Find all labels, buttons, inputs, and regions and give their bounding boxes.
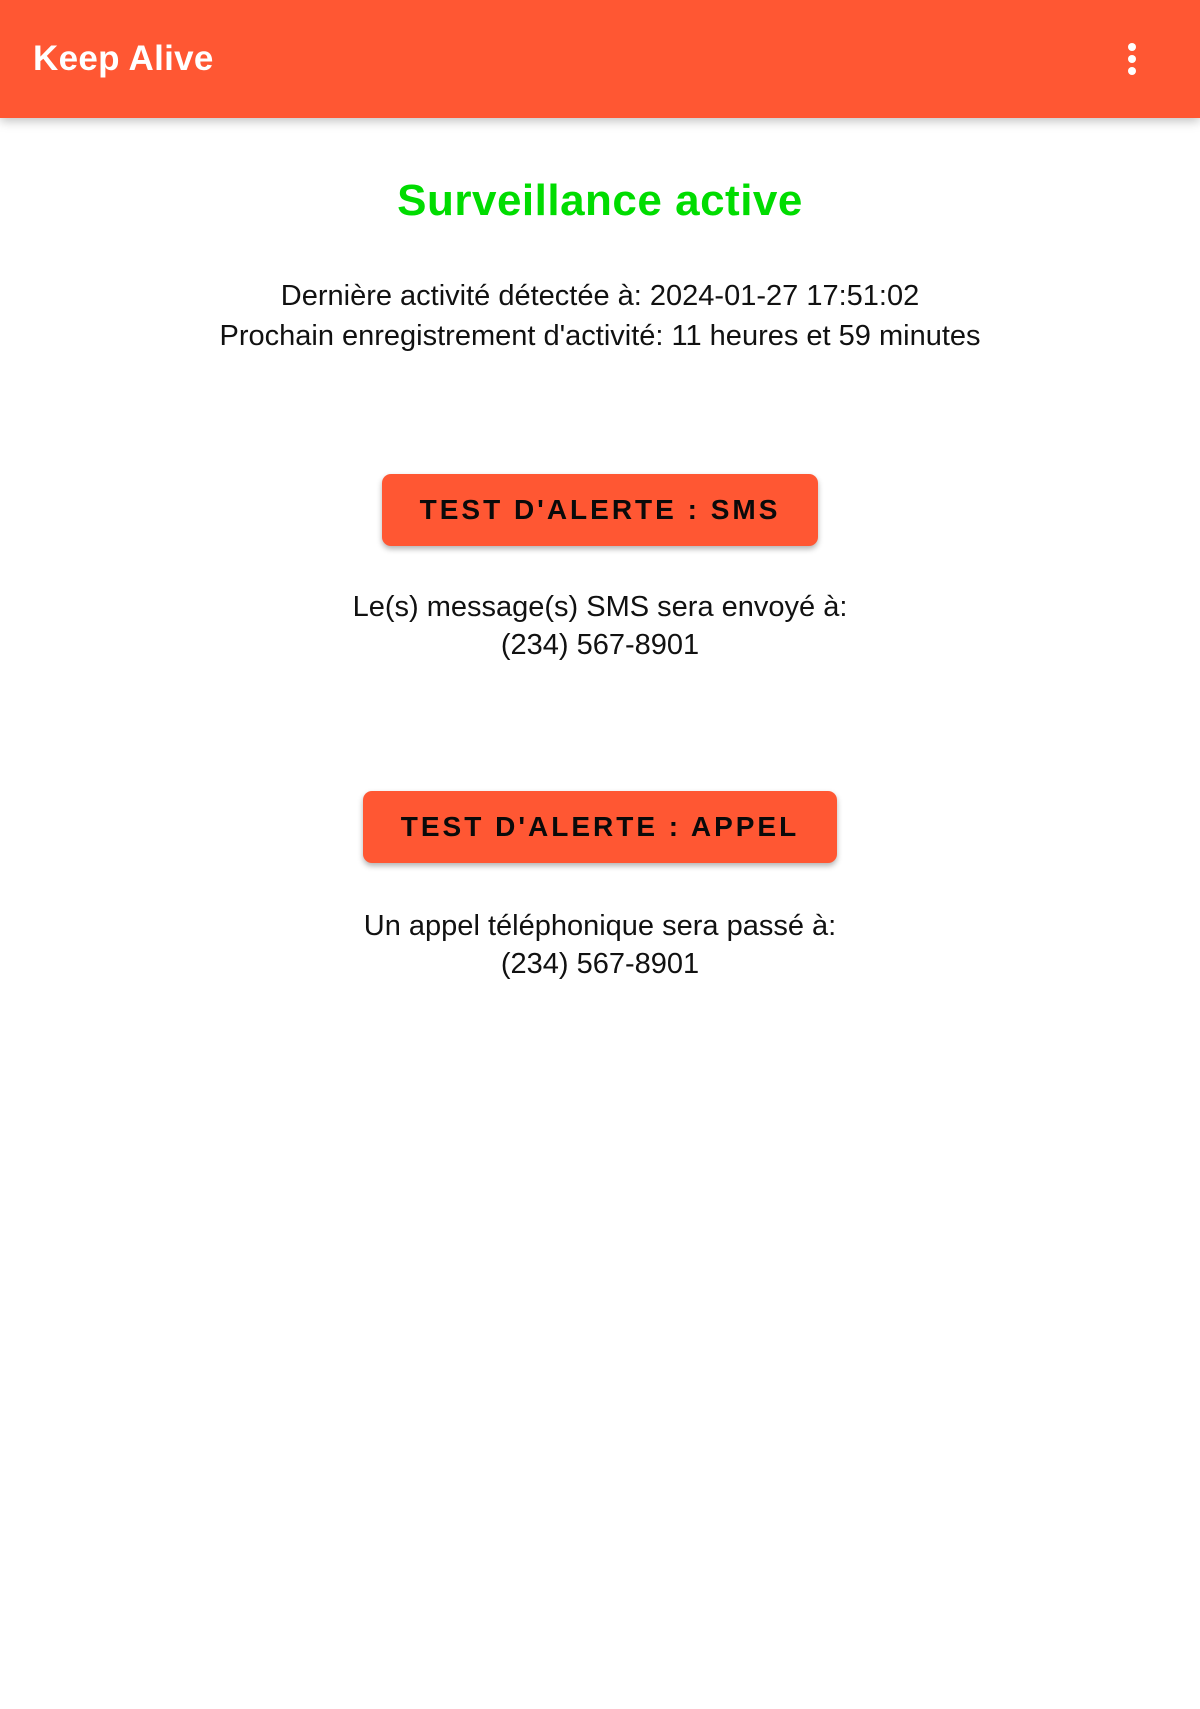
call-phone-number: (234) 567-8901 — [500, 948, 700, 980]
kebab-dot — [1128, 55, 1136, 63]
activity-info — [0, 276, 1200, 356]
test-call-alert-button[interactable]: TEST D'ALERTE : APPEL — [363, 791, 837, 863]
call-description-text: Un appel téléphonique sera passé à: — [363, 910, 837, 942]
kebab-menu-icon[interactable] — [1108, 29, 1156, 89]
app-title: Keep Alive — [33, 39, 214, 78]
kebab-dot — [1128, 43, 1136, 51]
sms-description-text: Le(s) message(s) SMS sera envoyé à: — [352, 591, 848, 623]
kebab-dot — [1128, 67, 1136, 75]
app-bar — [0, 0, 1200, 118]
sms-target-info — [0, 588, 1200, 664]
surveillance-status-heading: Surveillance active — [397, 176, 803, 225]
main-content — [0, 176, 1200, 983]
last-activity-text: Dernière activité détectée à: 2024-01-27 17:51:02 — [280, 280, 920, 312]
sms-phone-number: (234) 567-8901 — [500, 629, 700, 661]
test-sms-alert-button[interactable]: TEST D'ALERTE : SMS — [382, 474, 819, 546]
next-check-text: Prochain enregistrement d'activité: 11 heures et 59 minutes — [219, 320, 981, 352]
call-target-info — [0, 907, 1200, 983]
